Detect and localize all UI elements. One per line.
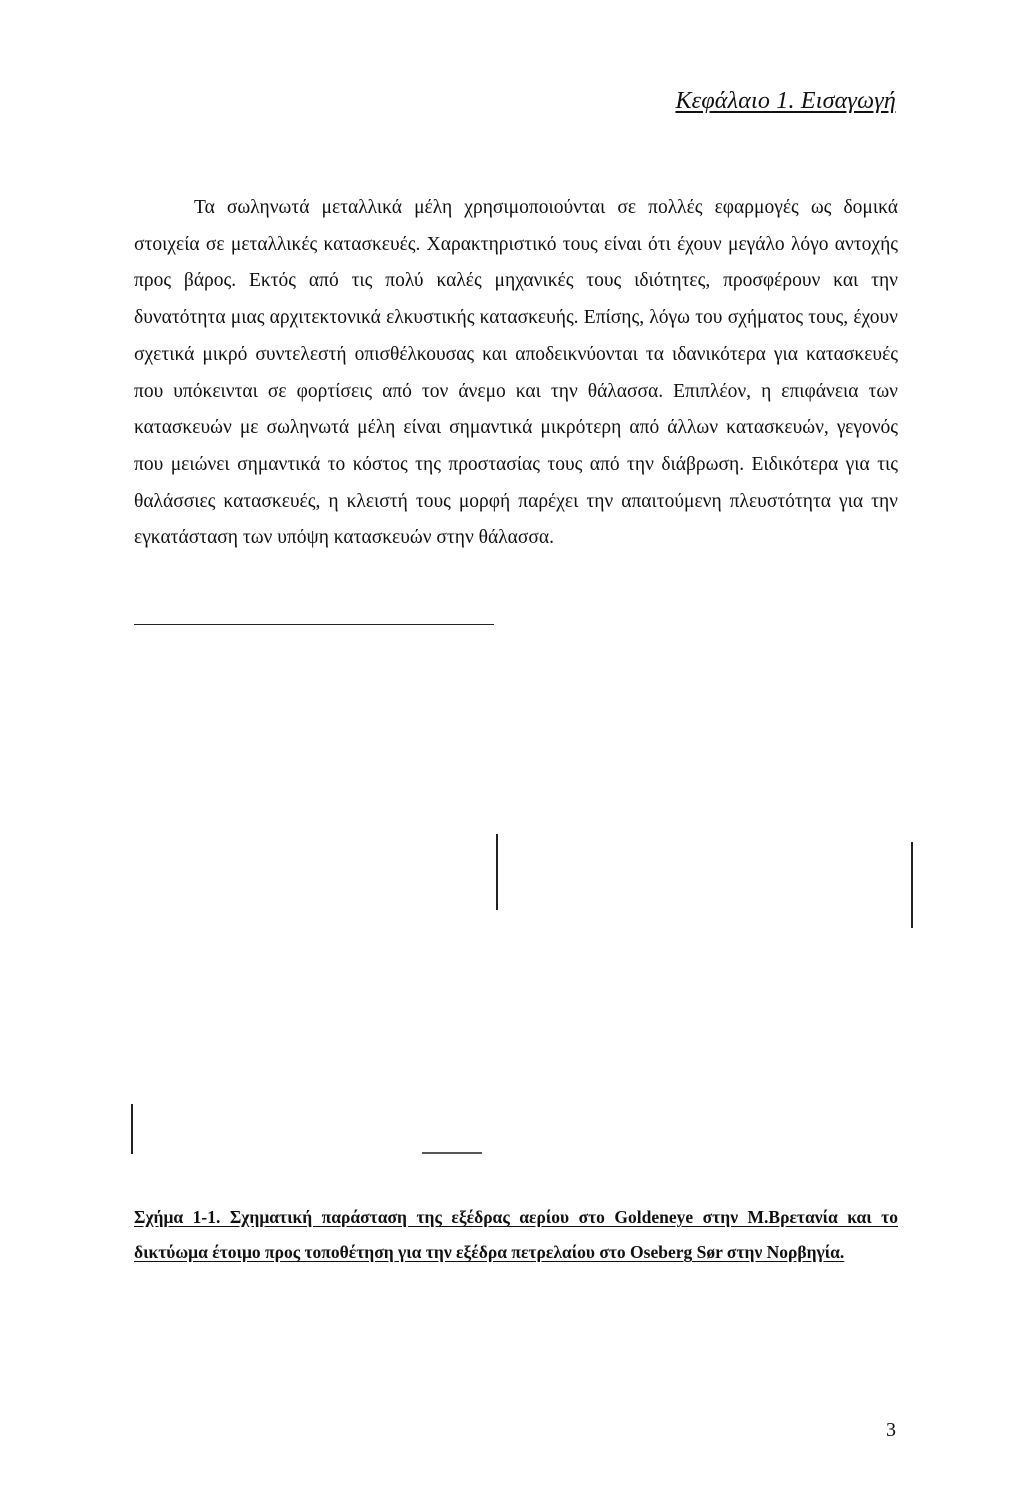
figure-edge-mark: [131, 1104, 133, 1154]
figure-caption: Σχήμα 1-1. Σχηματική παράσταση της εξέδρας αερίου στο Goldeneye στην Μ.Βρετανία και το δικτύωμα έτοιμο προς τοποθέτηση για την εξέδρα πετρελαίου στο Oseberg Sør στην Νορβηγία.: [134, 1207, 898, 1262]
figure-edge-mark: [422, 1152, 482, 1154]
section-divider: [134, 624, 494, 625]
page-number: 3: [886, 1419, 896, 1441]
figure-edge-mark: [911, 842, 913, 928]
body-paragraph: Τα σωληνωτά μεταλλικά μέλη χρησιμοποιούνται σε πολλές εφαρμογές ως δομικά στοιχεία σε μεταλλικές κατασκευές. Χαρακτηριστικό τους είναι ότι έχουν μεγάλο λόγο αντοχής προς βάρος. Εκτός από τις πολύ καλές μηχανικές τους ιδιότητες, προσφέρουν και την δυνατότητα μιας αρχιτεκτονικά ελκυστικής κατασκευής. Επίσης, λόγω του σχήματος τους, έχουν σχετικά μικρό συντελεστή οπισθέλκουσας και αποδεικνύονται τα ιδανικότερα για κατασκευές που υπόκεινται σε φορτίσεις από τον άνεμο και την θάλασσα. Επιπλέον, η επιφάνεια των κατασκευών με σωληνωτά μέλη είναι σημαντικά μικρότερη από άλλων κατασκευών, γεγονός που μειώνει σημαντικά το κόστος της προστασίας τους από την διάβρωση. Ειδικότερα για τις θαλάσσιες κατασκευές, η κλειστή τους μορφή παρέχει την απαιτούμενη πλευστότητα για την εγκατάσταση των υπόψη κατασκευών στην θάλασσα.: [134, 197, 898, 549]
chapter-title: Κεφάλαιο 1. Εισαγωγή: [675, 88, 896, 114]
figure-area: [120, 640, 920, 1200]
figure-edge-mark: [496, 834, 498, 910]
